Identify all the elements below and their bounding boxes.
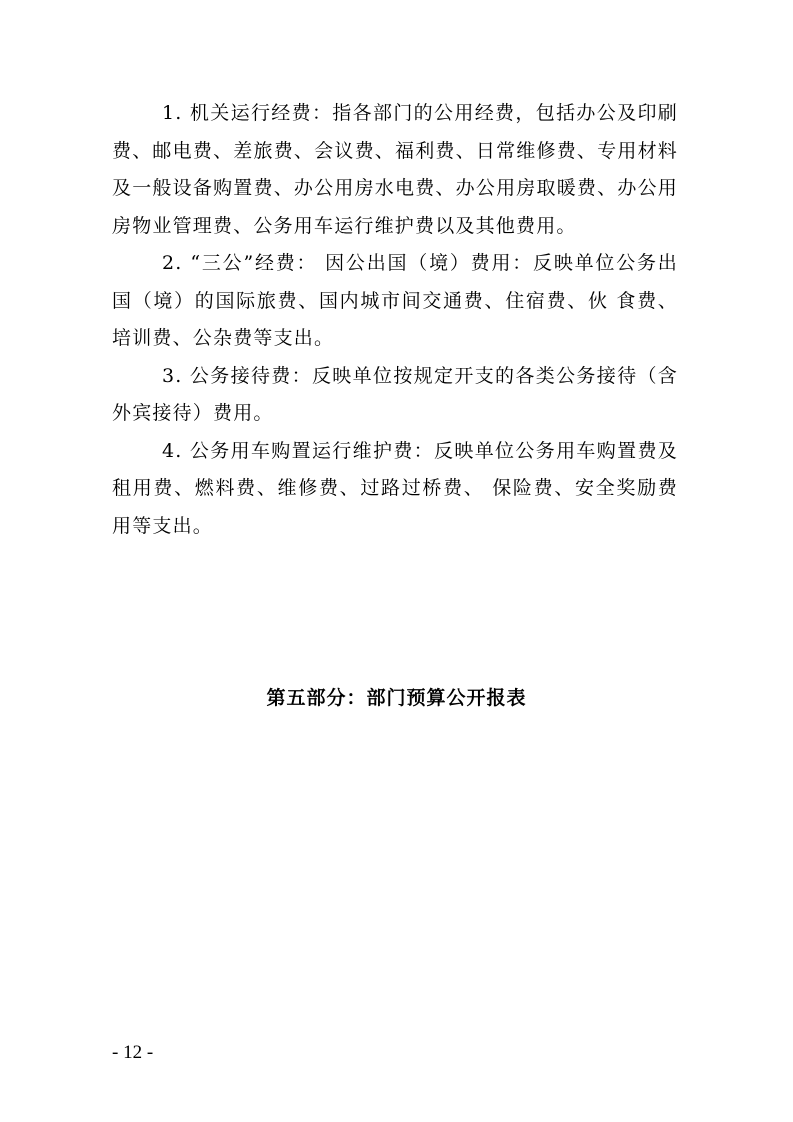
page-number: - 12 - — [112, 1042, 154, 1063]
paragraph-three-public-expenses: 2. “三公”经费： 因公出国（境）费用：反映单位公务出国（境）的国际旅费、国内城市间交通费、住宿费、伙 食费、培训费、公杂费等支出。 — [112, 252, 678, 349]
paragraph-vehicle-expenses: 4. 公务用车购置运行维护费：反映单位公务用车购置费及租用费、燃料费、维修费、过路过桥费、 保险费、安全奖励费用等支出。 — [112, 439, 678, 537]
paragraph-operating-expenses: 1. 机关运行经费：指各部门的公用经费，包括办公及印刷费、邮电费、差旅费、会议费、福利费、日常维修费、专用材料及一般设备购置费、办公用房水电费、办公用房取暖费、办公用房物业管理费、公务用车运行维护费以及其他费用。 — [112, 102, 678, 237]
document-body — [112, 95, 678, 545]
paragraph-reception-expenses: 3. 公务接待费：反映单位按规定开支的各类公务接待（含外宾接待）费用。 — [112, 364, 678, 424]
section-heading: 第五部分：部门预算公开报表 — [266, 687, 527, 709]
